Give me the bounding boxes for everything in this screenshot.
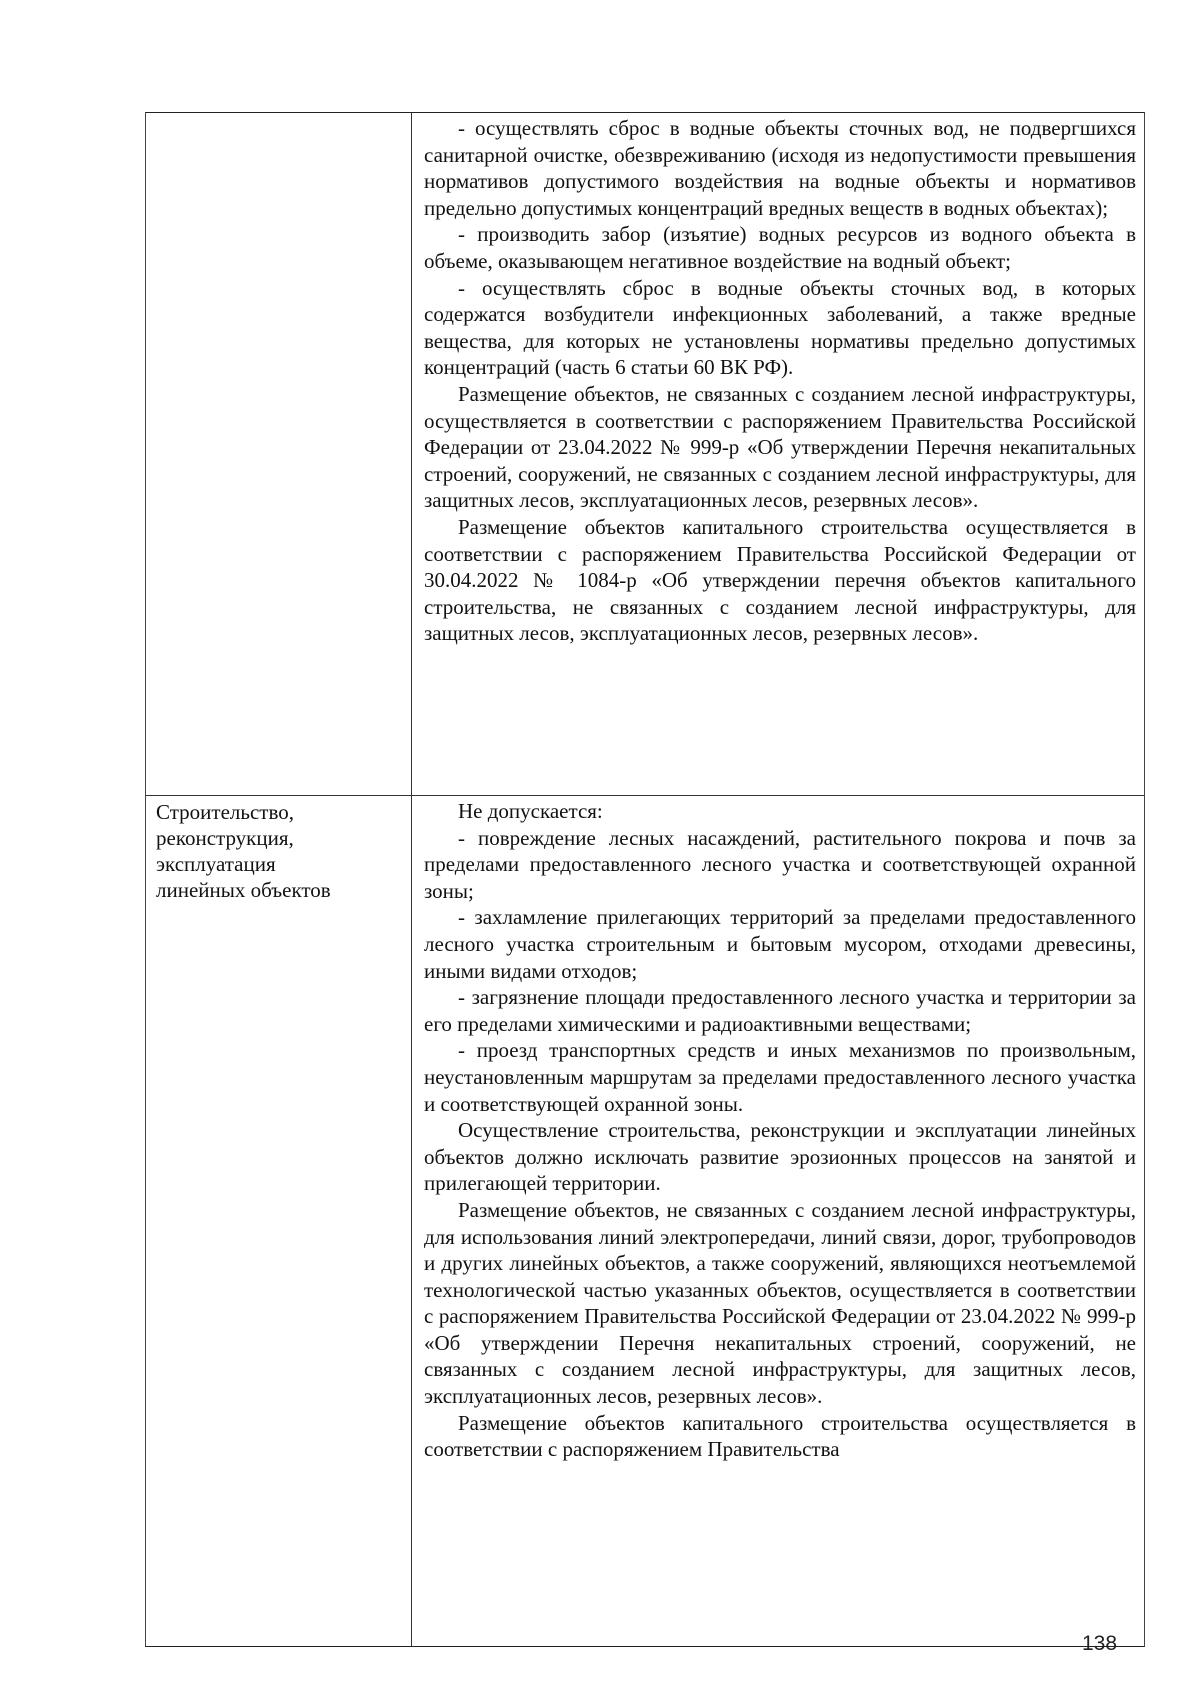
activity-label-line: эксплуатация: [156, 852, 276, 876]
activity-type-cell: [146, 796, 412, 1646]
paragraph: - производить забор (изъятие) водных ресурсов из водного объекта в объеме, оказывающем негативное воздействие на водный объект;: [424, 222, 1136, 273]
paragraph: - осуществлять сброс в водные объекты сточных вод, в которых содержатся возбудители инфекционных заболеваний, а также вредные вещества, для которых не установлены нормативы предельно допустимых концентраций (часть 6 статьи 60 ВК РФ).: [424, 275, 1136, 380]
paragraph: Не допускается:: [458, 799, 603, 823]
paragraph: - осуществлять сброс в водные объекты сточных вод, не подвергшихся санитарной очистке, обезвреживанию (исходя из недопустимости превышения нормативов допустимого воздействия на водные объекты и нормативов предельно допустимых концентраций вредных веществ в водных объектах);: [424, 116, 1136, 220]
paragraph: - повреждение лесных насаждений, растительного покрова и почв за пределами предоставленного лесного участка и соответствующей охранной зоны;: [424, 825, 1136, 903]
page-number: 138: [1082, 1632, 1118, 1655]
paragraph: Размещение объектов капитального строительства осуществляется в соответствии с распоряжением Правительства: [424, 1410, 1136, 1462]
table-row: [146, 113, 1144, 795]
requirements-cell: [412, 796, 1144, 1646]
paragraph: Размещение объектов, не связанных с созданием лесной инфраструктуры, для использования линий электропередачи, линий связи, дорог, трубопроводов и других линейных объектов, а также сооружений, являющихся неотъемлемой технологической частью указанных объектов, осуществляется в соответствии с распоряжением Правительства Российской Федерации от 23.04.2022 № 999-р «Об утверждении Перечня некапитальных строений, сооружений, не связанных с созданием лесной инфраструктуры, для защитных лесов, эксплуатационных лесов, резервных лесов».: [424, 1197, 1136, 1409]
activity-label-line: линейных объектов: [156, 878, 331, 902]
document-table: [145, 112, 1145, 1647]
paragraph: Размещение объектов капитального строительства осуществляется в соответствии с распоряжением Правительства Российской Федерации от 30.04.2022 № 1084-р «Об утверждении перечня объектов капитального строительства, не связанных с созданием лесной инфраструктуры, для защитных лесов, эксплуатационных лесов, резервных лесов».: [424, 514, 1136, 646]
activity-type-cell: [146, 113, 412, 795]
paragraph: - загрязнение площади предоставленного лесного участка и территории за его пределами химическими и радиоактивными веществами;: [424, 985, 1136, 1036]
paragraph: - захламление прилегающих территорий за пределами предоставленного лесного участка строительным и бытовым мусором, отходами древесины, иными видами отходов;: [424, 905, 1136, 983]
requirements-cell: [412, 113, 1144, 795]
paragraph: Размещение объектов, не связанных с созданием лесной инфраструктуры, осуществляется в соответствии с распоряжением Правительства Российской Федерации от 23.04.2022 № 999-р «Об утверждении Перечня некапитальных строений, сооружений, не связанных с созданием лесной инфраструктуры, для защитных лесов, эксплуатационных лесов, резервных лесов».: [424, 381, 1136, 513]
activity-label-line: реконструкция,: [156, 826, 294, 850]
paragraph: - проезд транспортных средств и иных механизмов по произвольным, неустановленным маршрутам за пределами предоставленного лесного участка и соответствующей охранной зоны.: [424, 1038, 1136, 1116]
activity-label-line: Строительство,: [156, 800, 294, 824]
paragraph: Осуществление строительства, реконструкции и эксплуатации линейных объектов должно исключать развитие эрозионных процессов на занятой и прилегающей территории.: [424, 1118, 1136, 1196]
table-row: [146, 795, 1144, 1646]
